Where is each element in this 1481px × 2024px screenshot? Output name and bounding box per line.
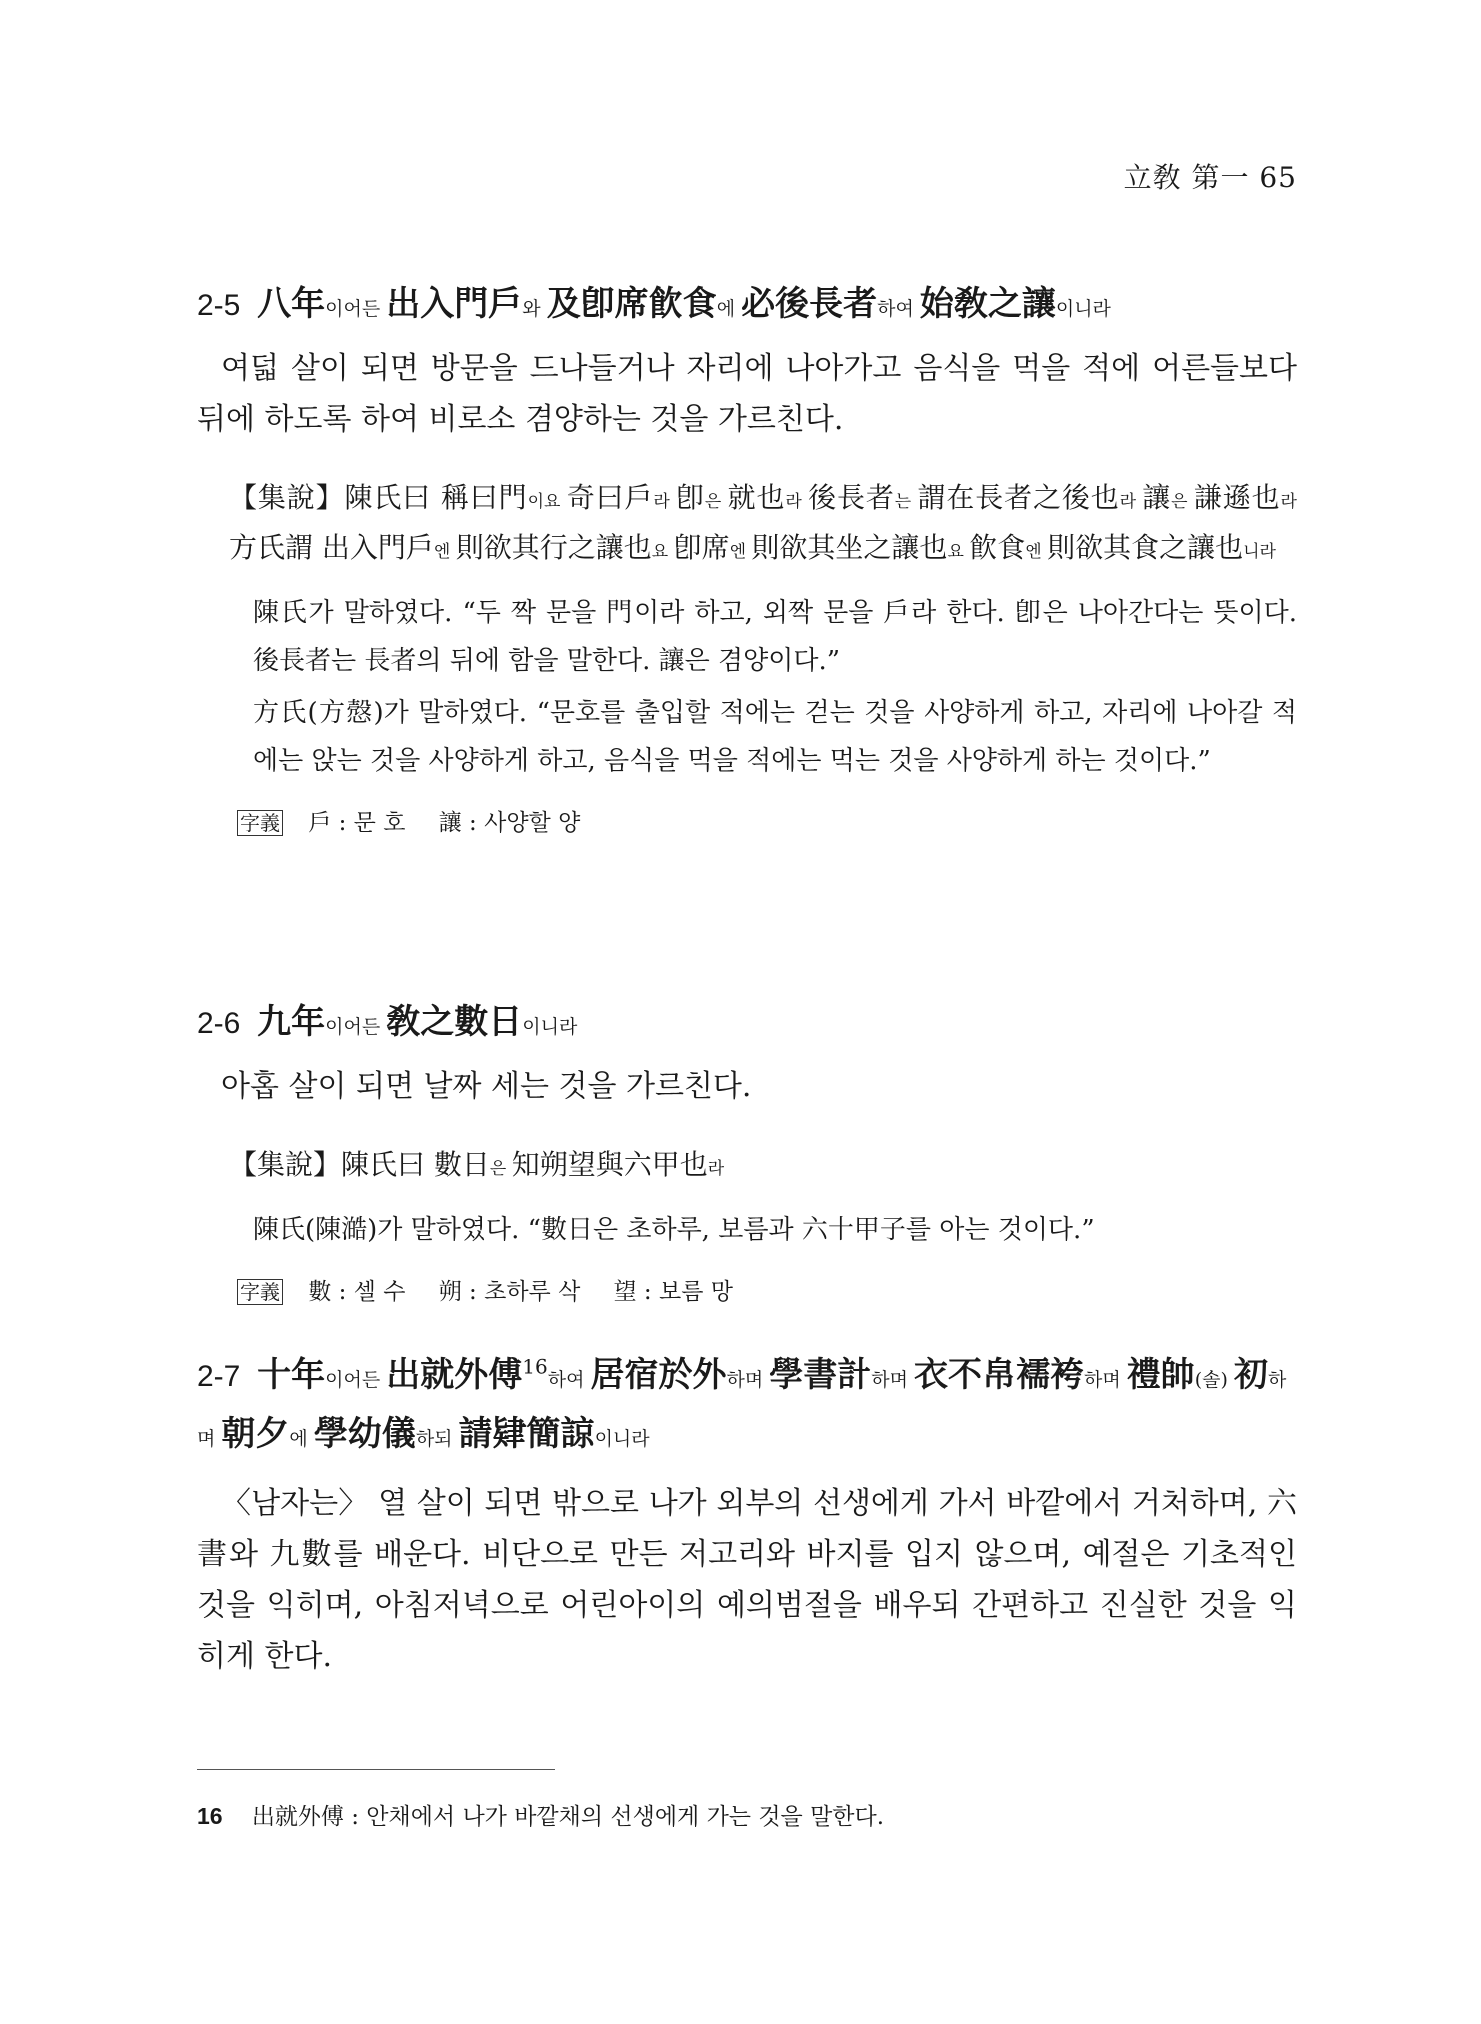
footnote-divider	[197, 1769, 555, 1770]
text-segment: 方氏謂 出入門戶	[229, 531, 434, 564]
running-head: 立敎 第一 65	[1123, 161, 1297, 194]
text-segment: 요	[651, 542, 674, 562]
text-segment: 하며	[871, 1369, 914, 1391]
text-segment: 하여	[547, 1369, 591, 1391]
text-segment: 하며	[1083, 1369, 1127, 1391]
text-segment: 就也	[727, 481, 786, 514]
text-segment: 에	[289, 1428, 314, 1450]
text-segment: 엔	[729, 542, 752, 562]
text-segment: 이니라	[594, 1428, 650, 1450]
text-segment: 謙遜也	[1193, 481, 1281, 514]
text-segment: 하여	[877, 298, 920, 320]
footnote	[197, 1800, 884, 1833]
text-segment: 飮食	[969, 531, 1026, 564]
text-segment: 이어든	[325, 1016, 387, 1038]
hanja-phrase: 出就外傅	[386, 1355, 523, 1395]
hanja-phrase: 必後長者	[741, 284, 878, 324]
hanja-phrase: 九年	[257, 1002, 326, 1042]
text-segment: 이요	[527, 492, 567, 512]
commentary-translation	[253, 589, 1297, 785]
text-segment: 에	[716, 298, 742, 320]
glossary	[237, 807, 1297, 839]
text-segment: 엔	[433, 542, 456, 562]
verse-text	[197, 1000, 1297, 1049]
text-segment: 은	[1171, 492, 1194, 512]
glossary-item: 望 : 보름 망	[613, 1279, 733, 1305]
text-segment: 라	[1280, 492, 1297, 512]
section-2-5	[197, 282, 1297, 839]
commentary-translation-para: 陳氏가 말하였다. “두 짝 문을 門이라 하고, 외짝 문을 戶라 한다. 卽은 나아간다는 뜻이다. 後長者는 長者의 뒤에 함을 말한다. 讓은 겸양이다.”	[253, 598, 1297, 676]
text-segment: 라	[785, 492, 809, 512]
hanja-phrase: 初	[1233, 1355, 1268, 1395]
glossary-item: 數 : 셀 수	[308, 1279, 406, 1305]
footnote-number: 16	[197, 1803, 223, 1829]
hanja-phrase: 出入門戶	[386, 284, 523, 324]
glossary-label: 字義	[237, 810, 283, 836]
section-2-6	[197, 1000, 1297, 1308]
text-segment: 知朔望與六甲也	[511, 1148, 708, 1181]
text-segment: 讓	[1142, 481, 1172, 514]
text-segment: 와	[522, 298, 547, 320]
text-segment: 엔	[1025, 542, 1048, 562]
text-segment: 謂在長者之後也	[917, 481, 1120, 514]
text-segment: 이니라	[522, 1016, 578, 1038]
commentary-translation	[253, 1206, 1297, 1254]
text-segment: 하되	[415, 1428, 459, 1450]
text-segment: 라	[653, 492, 677, 512]
verse-segments	[257, 1002, 577, 1042]
verse-number: 2-6	[197, 1007, 241, 1040]
text-segment: 【集說】陳氏曰 數日	[229, 1148, 490, 1181]
text-segment: 이니라	[1055, 298, 1111, 320]
hanja-phrase: 學幼儀	[313, 1414, 416, 1454]
text-segment: 하며	[726, 1369, 770, 1391]
verse-text	[197, 1348, 1297, 1466]
glossary	[237, 1276, 1297, 1308]
text-segment: 는	[894, 492, 918, 512]
hanja-phrase: 居宿於外	[590, 1355, 727, 1395]
verse-translation: 〈남자는〉 열 살이 되면 밖으로 나가 외부의 선생에게 가서 바깥에서 거처하며, 六書와 九數를 배운다. 비단으로 만든 저고리와 바지를 입지 않으며, 예절은 기초적인 것을 익히며, 아침저녁으로 어린아이의 예의범절을 배우되 간편하고 진실한 것을 익히게 한다.	[197, 1486, 1297, 1674]
footnote-ref: 16	[522, 1354, 548, 1379]
text-segment: 하며	[197, 1369, 1287, 1450]
commentary-translation-para: 方氏(方慤)가 말하였다. “문호를 출입할 적에는 걷는 것을 사양하게 하고, 자리에 나아갈 적에는 앉는 것을 사양하게 하고, 음식을 먹을 적에는 먹는 것을 사양하게 하는 것이다.”	[253, 698, 1297, 776]
hanja-phrase: 學書計	[769, 1355, 872, 1395]
text-segment: 은	[489, 1159, 512, 1179]
text-segment: 奇曰戶	[566, 481, 654, 514]
verse-number: 2-5	[197, 289, 241, 322]
footnote-text: 出就外傅 : 안채에서 나가 바깥채의 선생에게 가는 것을 말한다.	[251, 1804, 885, 1830]
text-segment: 라	[707, 1159, 725, 1179]
verse-text	[197, 282, 1297, 331]
text-segment: 則欲其食之讓也	[1047, 531, 1244, 564]
verse-segments	[197, 1355, 1286, 1454]
glossary-item: 讓 : 사양할 양	[438, 810, 581, 836]
text-segment: 요	[947, 542, 970, 562]
text-segment: 則欲其坐之讓也	[751, 531, 948, 564]
text-segment: 이어든	[325, 1369, 387, 1391]
hanja-phrase: 衣不帛襦袴	[913, 1355, 1084, 1395]
text-segment: 은	[704, 492, 728, 512]
text-segment: 이어든	[325, 298, 387, 320]
hanja-phrase: 十年	[257, 1355, 326, 1395]
commentary-translation-para: 陳氏(陳澔)가 말하였다. “數日은 초하루, 보름과 六十甲子를 아는 것이다.”	[253, 1215, 1095, 1245]
hanja-phrase: 及卽席飮食	[546, 284, 717, 324]
text-segment: 니라	[1243, 542, 1276, 562]
text-segment: 後長者	[808, 481, 895, 514]
text-segment: 則欲其行之讓也	[455, 531, 652, 564]
hanja-phrase: 始敎之讓	[919, 284, 1056, 324]
commentary	[229, 475, 1297, 575]
glossary-item: 朔 : 초하루 삭	[438, 1279, 581, 1305]
section-2-7	[197, 1348, 1297, 1682]
verse-number: 2-7	[197, 1360, 241, 1393]
hanja-phrase: 八年	[257, 284, 326, 324]
text-segment: 卽席	[673, 531, 730, 564]
glossary-item: 戶 : 문 호	[308, 810, 406, 836]
text-segment: 【集說】陳氏曰 稱曰門	[229, 481, 528, 514]
text-segment: 卽	[676, 481, 705, 514]
glossary-label: 字義	[237, 1279, 283, 1305]
hanja-phrase: 朝夕	[221, 1414, 290, 1454]
verse-translation: 아홉 살이 되면 날짜 세는 것을 가르친다.	[221, 1069, 752, 1104]
hanja-phrase: 敎之數日	[386, 1002, 523, 1042]
hanja-phrase: 請肄簡諒	[458, 1414, 595, 1454]
hanja-phrase: 禮帥	[1126, 1355, 1195, 1395]
verse-segments	[257, 284, 1111, 324]
commentary	[229, 1142, 1297, 1192]
verse-translation: 여덟 살이 되면 방문을 드나들거나 자리에 나아가고 음식을 먹을 적에 어른들보다 뒤에 하도록 하여 비로소 겸양하는 것을 가르친다.	[197, 351, 1297, 437]
text-segment: 라	[1119, 492, 1143, 512]
text-segment: (솔)	[1194, 1369, 1234, 1391]
